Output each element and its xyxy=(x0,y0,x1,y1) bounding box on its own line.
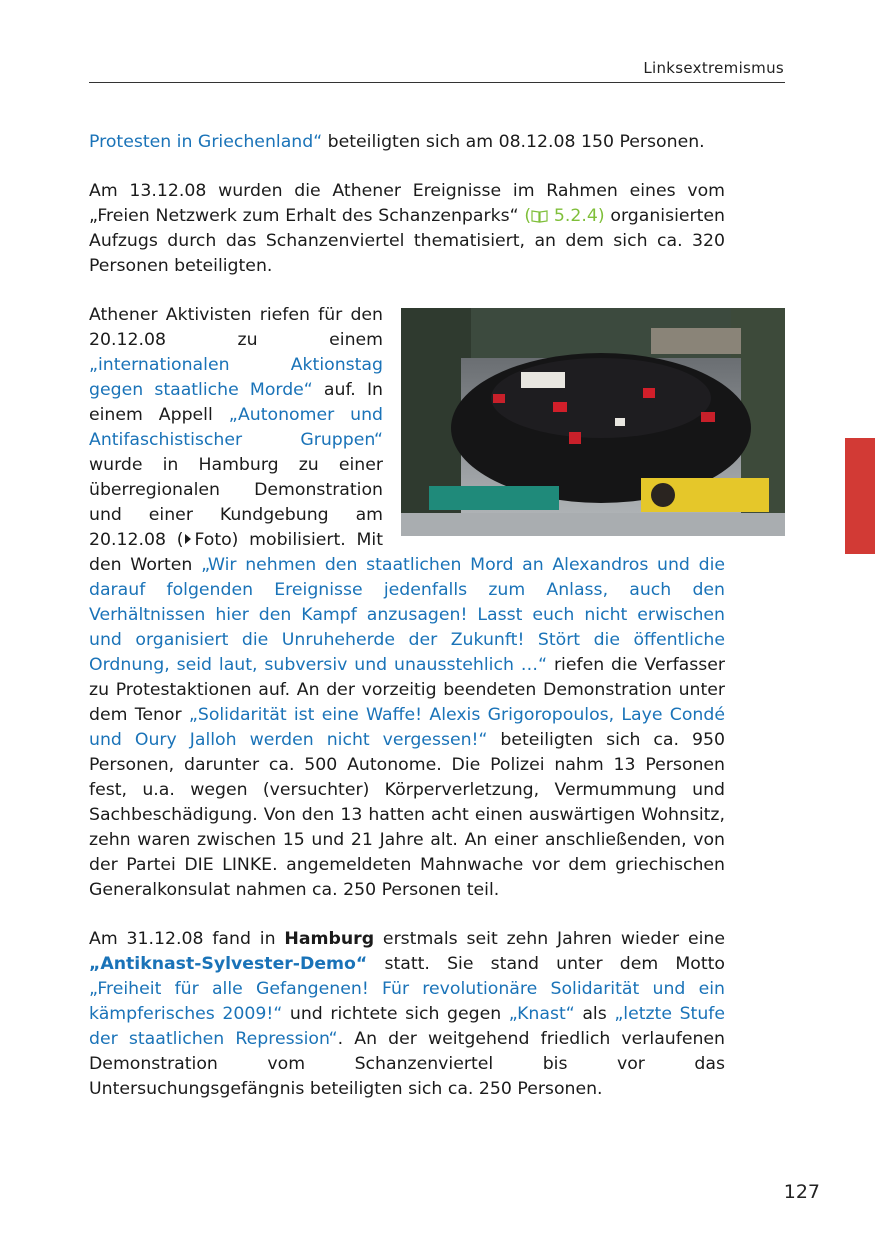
text-span: . An der weitgehend friedlich verlaufenen Demonstration vom Schanzenviertel bis vor das Untersuchungsgefängnis beteiligten sich ca. 250 Personen. xyxy=(89,1029,725,1099)
quote-span: „Knast“ xyxy=(508,1004,575,1024)
text-span: als xyxy=(574,1004,615,1024)
quote-span: „Solidarität ist eine Waffe! Alexis Grigoropoulos, Laye Condé und Oury Jalloh werden nicht vergessen!“ xyxy=(89,705,725,750)
article-body xyxy=(89,130,725,1126)
quote-span: „letzte Stufe der staatlichen Repression“ xyxy=(89,1004,725,1049)
text-span: und richtete sich gegen xyxy=(282,1004,509,1024)
paragraph-3 xyxy=(89,303,725,903)
header-rule xyxy=(89,82,785,83)
text-span: Am 31.12.08 fand in xyxy=(89,929,285,949)
text-span: auf. In einem Appell xyxy=(89,380,383,425)
demonstration-photo xyxy=(401,308,785,536)
paragraph-2 xyxy=(89,179,725,279)
triangle-arrow-icon xyxy=(185,534,191,544)
chapter-tab-marker xyxy=(845,438,875,554)
text-span: Am 13.12.08 wurden die Athener Ereignisse im Rahmen eines vom „Freien Netzwerk zum Erhalt des Schanzenparks“ xyxy=(89,181,725,226)
text-span: wurde in Hamburg zu einer überregionalen Demonstration und einer Kundgebung am 20.12.08 ( xyxy=(89,455,383,550)
text-span: beteiligten sich am 08.12.08 150 Personen. xyxy=(322,132,705,152)
xref-open: ( xyxy=(524,206,532,226)
paragraph-4 xyxy=(89,927,725,1102)
bold-event-name: „Antiknast-Sylvester-Demo“ xyxy=(89,954,368,974)
xref-number: 5.2.4) xyxy=(548,206,605,226)
book-icon xyxy=(531,209,548,223)
text-span: statt. Sie stand unter dem Motto xyxy=(367,954,725,974)
quote-span: „Wir nehmen den staatlichen Mord an Alexandros und die darauf folgenden Ereignisse jedenfalls zum Anlass, auch den Verhältnissen hier den Kampf anzusagen! Lasst euch nicht erwischen und organisiert die Unruheherde der Zukunft! Stört die öffentliche Ordnung, seid laut, subversiv und unausstehlich …“ xyxy=(89,555,726,675)
photo-reference[interactable]: Foto) xyxy=(194,530,239,550)
text-span: organisierten Aufzugs durch das Schanzenviertel thematisiert, an dem sich ca. 320 Personen beteiligten. xyxy=(89,206,725,276)
running-header-title: Linksextremismus xyxy=(643,59,784,77)
paragraph-1 xyxy=(89,130,725,155)
bold-city: Hamburg xyxy=(284,929,375,949)
cross-reference[interactable] xyxy=(524,206,604,226)
text-span: beteiligten sich ca. 950 Personen, darunter ca. 500 Autonome. Die Polizei nahm 13 Personen fest, u.a. wegen (versuchter) Körperverletzung, Vermummung und Sachbeschädigung. Von den 13 hatten acht einen auswärtigen Wohnsitz, zehn waren zwischen 15 und 21 Jahre alt. An einer anschließenden, von der Partei DIE LINKE. angemeldeten Mahnwache vor dem griechischen Generalkonsulat nahmen ca. 250 Personen teil. xyxy=(89,730,725,900)
text-span: Athener Aktivisten riefen für den 20.12.08 zu einem xyxy=(89,305,383,350)
page-number: 127 xyxy=(783,1181,820,1203)
text-span: riefen die Verfasser zu Protestaktionen auf. An der vorzeitig beendeten Demonstration unter dem Tenor xyxy=(89,655,725,725)
quote-span: „internationalen Aktionstag gegen staatliche Morde“ xyxy=(89,355,383,400)
text-span: erstmals seit zehn Jahren wieder eine xyxy=(374,929,725,949)
text-span: mobilisiert. Mit den Worten xyxy=(89,530,383,575)
quote-span: „Autonomer und Antifaschistischer Gruppen“ xyxy=(89,405,383,450)
quote-span: Protesten in Griechenland“ xyxy=(89,132,323,152)
quote-span: „Freiheit für alle Gefangenen! Für revolutionäre Solidarität und ein kämpferisches 2009!“ xyxy=(89,979,725,1024)
